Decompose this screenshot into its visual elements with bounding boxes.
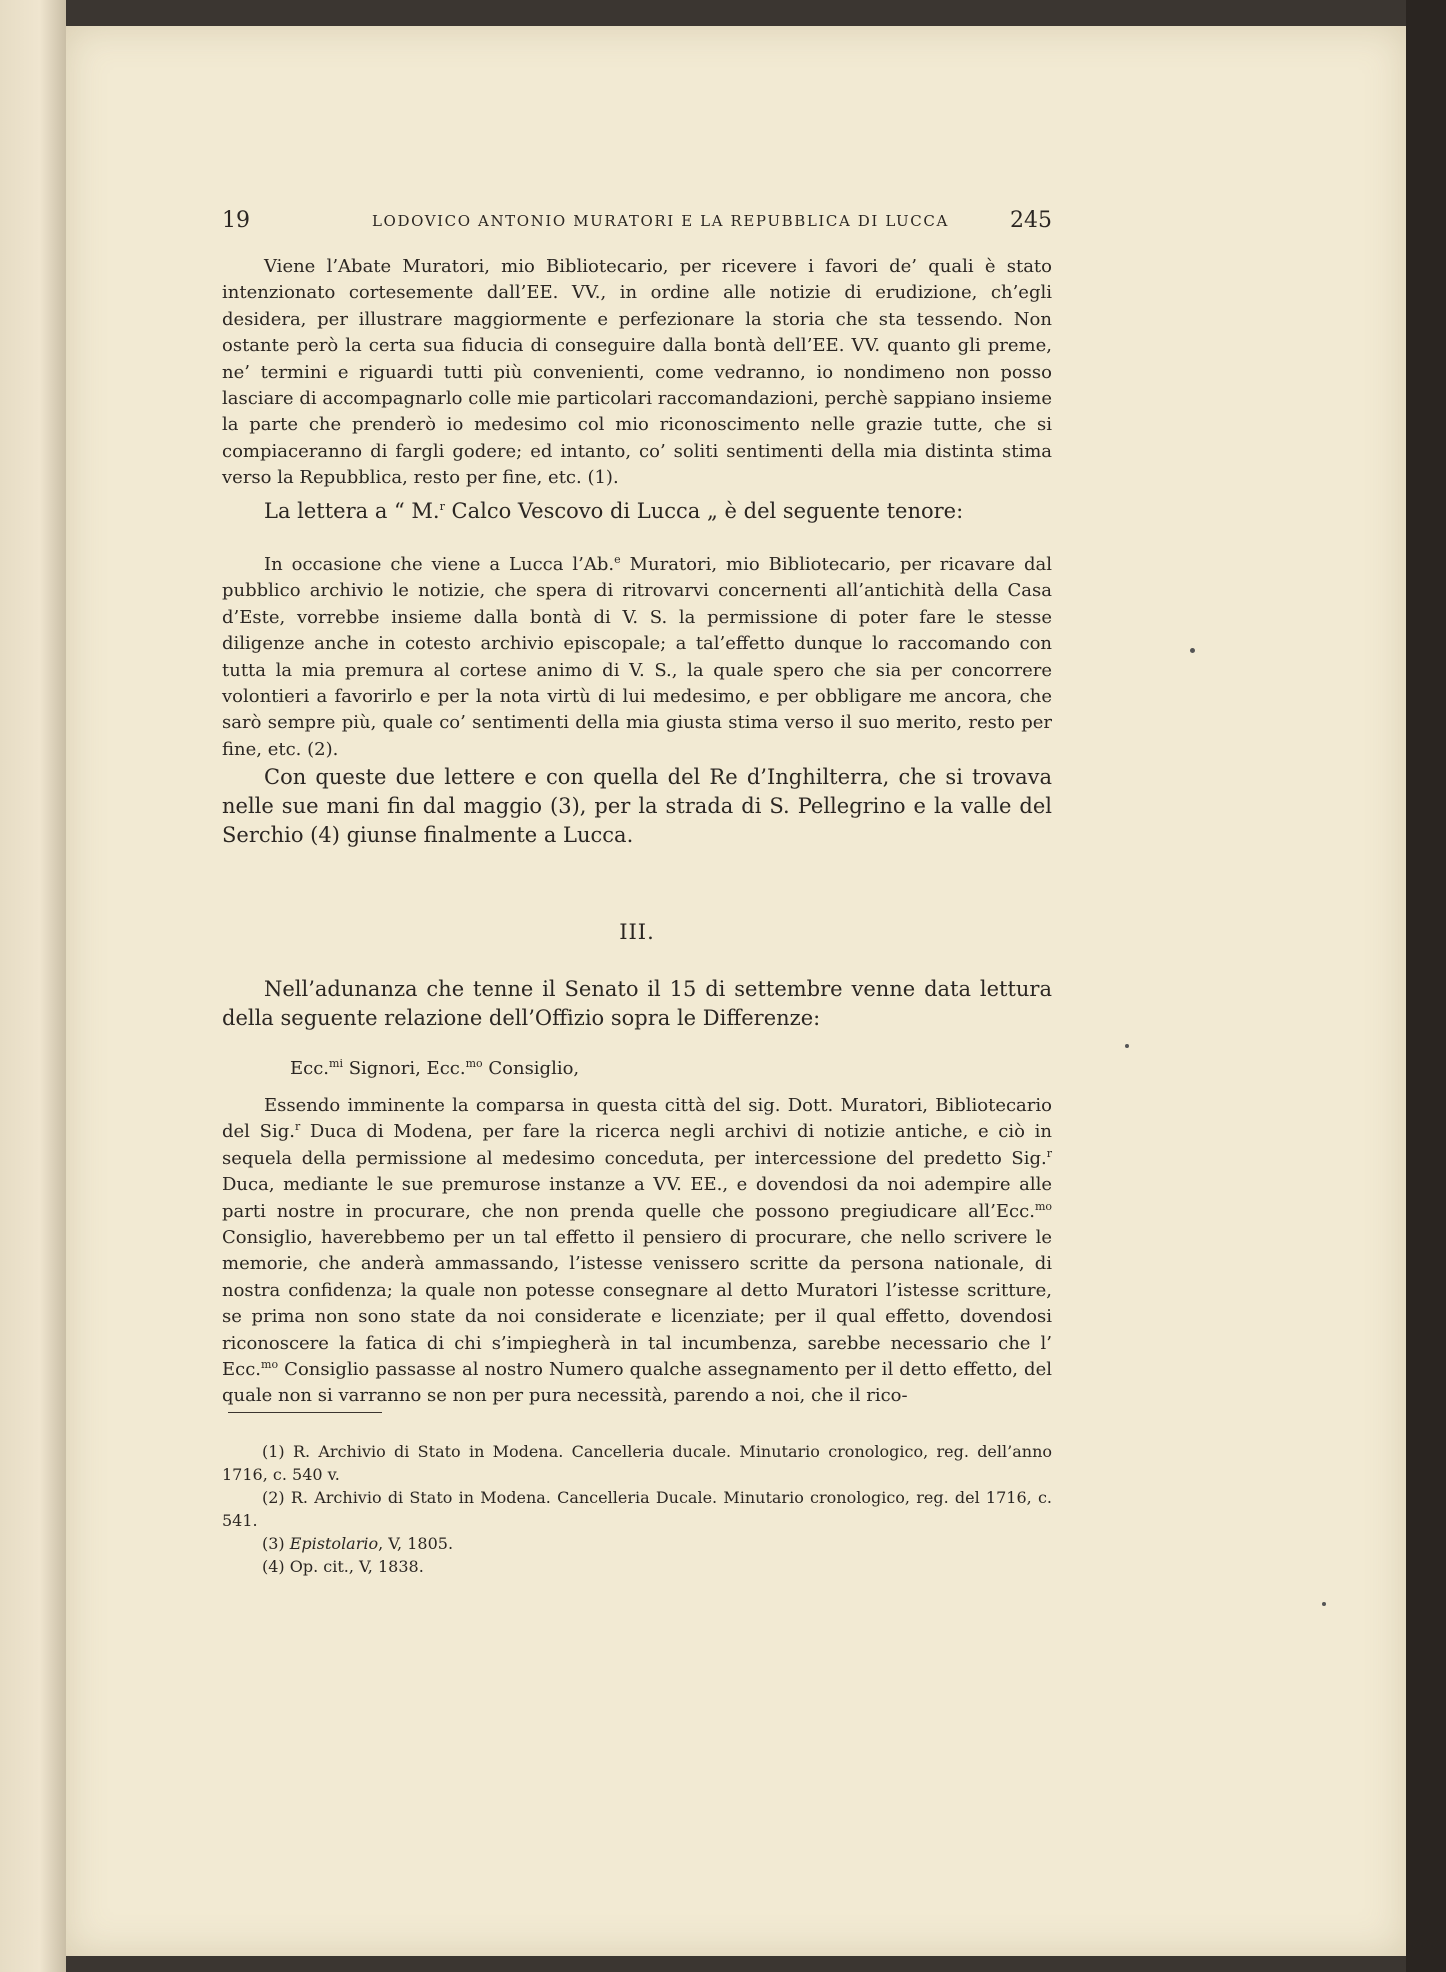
- paper-speck: [1125, 1044, 1129, 1048]
- paper-speck: [1322, 1602, 1326, 1606]
- intro-paragraph-2: La lettera a “ M.$^r$ Calco Vescovo di Lucca „ è del seguente tenore:: [264, 499, 964, 523]
- chapter-number: 19: [222, 208, 250, 233]
- section-heading: III.: [619, 920, 655, 944]
- narrative-paragraph-4: Con queste due lettere e con quella del Re d’Inghilterra, che si trovava nelle sue mani fin dal maggio (3), per la strada di S. Pellegrino e la valle del Serchio (4) giunse finalmente a Lucca.: [222, 765, 1052, 847]
- footnote-2: (2) R. Archivio di Stato in Modena. Cancelleria Ducale. Minutario cronologico, reg. del 1716, c. 541.: [222, 1488, 1052, 1530]
- running-head: [222, 208, 1052, 238]
- page-number: 245: [1010, 208, 1052, 233]
- book-background: [1406, 0, 1446, 1972]
- letter-paragraph-1: Viene l’Abate Muratori, mio Bibliotecario, per ricevere i favori de’ quali è stato intenzionato cortesemente dall’EE. VV., in ordine alle notizie di erudizione, ch’egli desidera, per illustrare maggiormente e perfezionare la storia che sta tessendo. Non ostante però la certa sua fiducia di conseguire dalla bontà dell’EE. VV. quanto gli preme, ne’ termini e riguardi tutti più convenienti, come vedranno, io nondimeno non posso lasciare di accompagnarlo colle mie particolari raccomandazioni, perchè sappiano insieme la parte che prenderò io medesimo col mio riconoscimento nelle grazie tutte, che si compiaceranno di fargli godere; ed intanto, co’ soliti sentimenti della mia distinta stima verso la Repubblica, resto per fine, etc. (1).: [222, 256, 1052, 489]
- footnotes: [222, 1440, 1052, 1578]
- footnote-1: (1) R. Archivio di Stato in Modena. Cancelleria ducale. Minutario cronologico, reg. dell’anno 1716, c. 540 v.: [222, 1442, 1052, 1484]
- footnote-rule: [228, 1412, 382, 1413]
- running-title: LODOVICO ANTONIO MURATORI E LA REPUBBLICA DI LUCCA: [372, 212, 949, 230]
- adjacent-page-edge: [0, 0, 66, 1972]
- letter-paragraph-3: In occasione che viene a Lucca l’Ab.$^e$ Muratori, mio Bibliotecario, per ricavare dal pubblico archivio le notizie, che spera di ritrovarvi concernenti all’antichità della Casa d’Este, vorrebbe insieme dalla bontà di V. S. la permissione di poter fare le stesse diligenze anche in cotesto archivio episcopale; a tal’effetto dunque lo raccomando con tutta la mia premura al cortese animo di V. S., la quale spero che sia per concorrere volontieri a favorirlo e per la nota virtù di lui medesimo, e per obbligare me ancora, che sarò sempre più, quale co’ sentimenti della mia giusta stima verso il suo merito, resto per fine, etc. (2).: [222, 553, 1052, 760]
- salutation: Ecc.$^{mi}$ Signori, Ecc.$^{mo}$ Consiglio,: [290, 1057, 580, 1079]
- footnote-4: (4) Op. cit., V, 1838.: [262, 1557, 424, 1576]
- footnote-3: (3) Epistolario, V, 1805.: [262, 1534, 454, 1553]
- report-paragraph-6: Essendo imminente la comparsa in questa città del sig. Dott. Muratori, Bibliotecario del Sig.$^r$ Duca di Modena, per fare la ricerca negli archivi di notizie antiche, e ciò in sequela della permissione al medesimo conceduta, per intercessione del predetto Sig.$^r$ Duca, mediante le sue premurose instanze a VV. EE., e dovendosi da noi adempire alle parti nostre in procurare, che non prenda quelle che possono pregiudicare all’Ecc.$^{mo}$ Consiglio, haverebbemo per un tal effetto il pensiero di procurare, che nello scrivere le memorie, che anderà ammassando, l’istesse venissero scritte da persona nationale, di nostra confidenza; la quale non potesse consegnare al detto Muratori l’istesse scritture, se prima non sono state da noi considerate e licenziate; per il qual effetto, dovendosi riconoscere la fatica di chi s’impiegherà in tal incumbenza, sarebbe necessario che l’ Ecc.$^{mo}$ Consiglio passasse al nostro Numero qualche assegnamento per il detto effetto, del quale non si varranno se non per pura necessità, parendo a noi, che il rico-: [222, 1095, 1052, 1407]
- narrative-paragraph-5: Nell’adunanza che tenne il Senato il 15 di settembre venne data lettura della seguente relazione dell’Offizio sopra le Differenze:: [222, 977, 1052, 1030]
- paper-speck: [1190, 648, 1195, 653]
